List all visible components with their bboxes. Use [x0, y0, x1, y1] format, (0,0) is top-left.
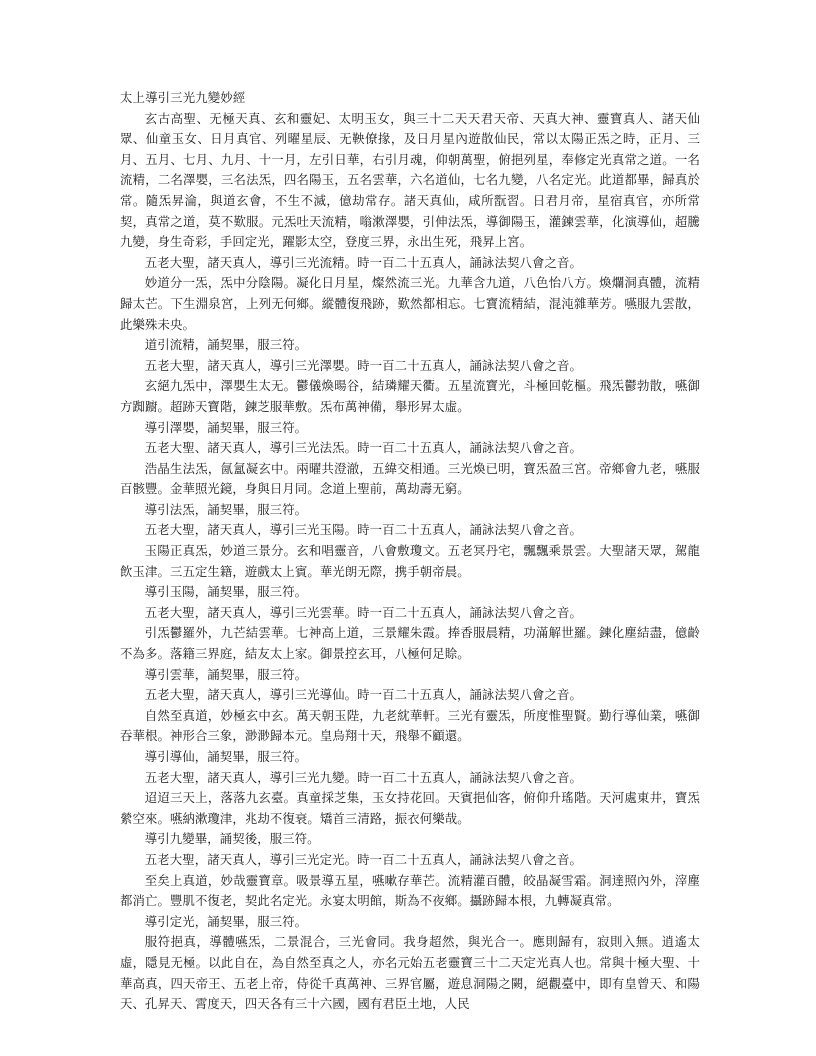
- paragraph-body: 至矣上真道，妙哉靈寶章。吸景導五星，嚥嗽存華芒。流精灌百體，皎晶凝雪霜。洞達照內外，滓塵都消亡。豐肌不復老，契此名定光。永宴太明館，斯為不夜鄉。攝跡歸本根，九轉凝真常。: [120, 872, 700, 909]
- paragraph-instruction: 道引流精，誦契畢，服三符。: [144, 337, 308, 353]
- paragraph-body: 五老大聖，諸天真人，導引三光定光。時一百二十五真人，誦詠法契八會之音。: [144, 851, 582, 867]
- paragraph-body: 五老大聖，諸天真人，導引三光雲華。時一百二十五真人，誦詠法契八會之音。: [144, 604, 582, 620]
- paragraph-body: 引炁鬱羅外，九芒結雲華。七神高上道，三景耀朱霞。捧香服晨精，功滿解世羅。鍊化塵結盡，億齡不為多。落籍三界庭，結友太上家。御景控玄耳，八極何足賒。: [120, 625, 700, 662]
- paragraph-body: 玉陽正真炁，妙道三景分。玄和唱靈音，八會敷瓊文。五老冥丹宅，飄飄乘景雲。大聖諸天眾，駕龍飲玉津。三五定生籍，遊戲太上賓。華光朗无際，携手朝帝晨。: [120, 543, 700, 579]
- paragraph-instruction: 導引玉陽，誦契畢，服三符。: [144, 584, 308, 600]
- paragraph-body: 五老大聖，諸天真人，導引三光流精。時一百二十五真人，誦詠法契八會之音。: [144, 254, 582, 270]
- paragraph-body: 玄絕九炁中，澤嬰生太无。鬱儀煥暘谷，結璘耀天衢。五星流寶光，斗極回乾樞。飛炁鬱勃散，嚥御方踟躕。超跡天寶階，鍊芝服華敷。炁布萬神備，舉形昇太虛。: [120, 378, 700, 414]
- paragraph-body: 五老大聖，諸天真人，導引三光九變。時一百二十五真人，誦詠法契八會之音。: [144, 769, 582, 785]
- paragraph-instruction: 導引定光，誦契畢，服三符。: [144, 913, 308, 929]
- paragraph-instruction: 導引九變畢，誦契後，服三符。: [144, 831, 320, 847]
- paragraph-body: 五老大聖、諸天真人，導引三光法炁。時一百二十五真人，誦詠法契八會之音。: [144, 440, 582, 456]
- paragraph-body: 妙道分一炁，炁中分陰陽。凝化日月星，燦然流三光。九華含九道，八色怡八方。煥爛洞真體，流精歸太芒。下生淵泉宮，上列无何鄉。縱體復飛跡，歎然都相忘。七寶流精結，混沌雜華芳。嚥服九雲散，此樂殊未央。: [120, 275, 700, 332]
- paragraph-instruction: 導引澤嬰，誦契畢，服三符。: [144, 419, 308, 435]
- paragraph-instruction: 導引導仙，誦契畢，服三符。: [144, 749, 308, 764]
- paragraph-instruction: 導引法炁，誦契畢，服三符。: [144, 501, 308, 517]
- paragraph-body: 五老大聖，諸天真人，導引三光澤嬰。時一百二十五真人，誦詠法契八會之音。: [144, 357, 582, 373]
- paragraph-body: 五老大聖，諸天真人，導引三光導仙。時一百二十五真人，誦詠法契八會之音。: [144, 687, 582, 703]
- paragraph-instruction: 導引雲華，誦契畢，服三符。: [144, 666, 308, 682]
- paragraph-body: 服符挹真，導體嚥炁，二景混合，三光會同。我身超然，與光合一。應則歸有，寂則入無。逍遙太虛，隱見无極。以此自在，為自然至真之人，亦名元始五老靈寶三十二天定光真人也。常與十極大聖、十華高真，四天帝王、五老上帝，侍從千真萬神、三界官屬，遊息洞陽之闕，絕觀臺中，即有皇曾天、和陽天、孔昇天、霄度天，四天各有三十六國，國有君臣土地，人民: [120, 934, 700, 1012]
- paragraph-body: 迢迢三天上，落落九玄臺。真童採芝集，玉女持花回。天賓挹仙客，俯仰升瑤階。天河處東井，寶炁縈空來。嚥納漱瓊津，兆劫不復衰。矯首三清路，振衣何樂哉。: [120, 790, 700, 826]
- paragraph-body: 五老大聖，諸天真人，導引三光玉陽。時一百二十五真人，誦詠法契八會之音。: [144, 522, 582, 538]
- paragraph-body: 自然至真道，妙極玄中玄。萬天朝玉陛，九老紞華軒。三光有靈炁，所度惟聖賢。勤行導仙業，嚥御吞華根。神形合三象，渺渺歸本元。皇烏翔十天，飛舉不顧還。: [120, 707, 700, 744]
- text-column: [120, 88, 700, 1015]
- page-title: 太上導引三光九變妙經: [120, 90, 246, 105]
- paragraph-body: 玄古高聖、无極天真、玄和靈妃、太明玉女，與三十二天天君天帝、天真大神、靈寶真人、諸天仙眾、仙童玉女、日月真官、列曜星辰、无鞅僚掾，及日月星內遊散仙民，常以太陽正炁之時，正月、三月、五月、七月、九月、十一月，左引日華，右引月魂，仰朝萬聖，俯挹列星，奉修定光真常之道。一名流精，二名澤嬰，三名法炁，四名陽玉，五名雲華，六名道仙，七名九變，八名定光。此道都畢，歸真於常。隨炁昇淪，與道玄會，不生不滅，億劫常存。諸天真仙，咸所翫習。日君月帝，星宿真官，亦所常契，真常之道，莫不歎服。元炁吐天流精，嗡漱澤嬰，引伸法炁，導御陽玉，灌鍊雲華，化演導仙，超騰九變，身生奇彩，手回定光，躍影太空，登度三界，永出生死，飛昇上宮。: [120, 110, 700, 250]
- paragraph-body: 浩晶生法炁，氤氳凝玄中。兩曜共澄澈，五緯交相通。三光煥已明，寶炁盈三宮。帝鄉會九老，嚥服百骸豐。金華照光鏡，身與日月同。念道上聖前，萬劫壽无窮。: [120, 460, 700, 497]
